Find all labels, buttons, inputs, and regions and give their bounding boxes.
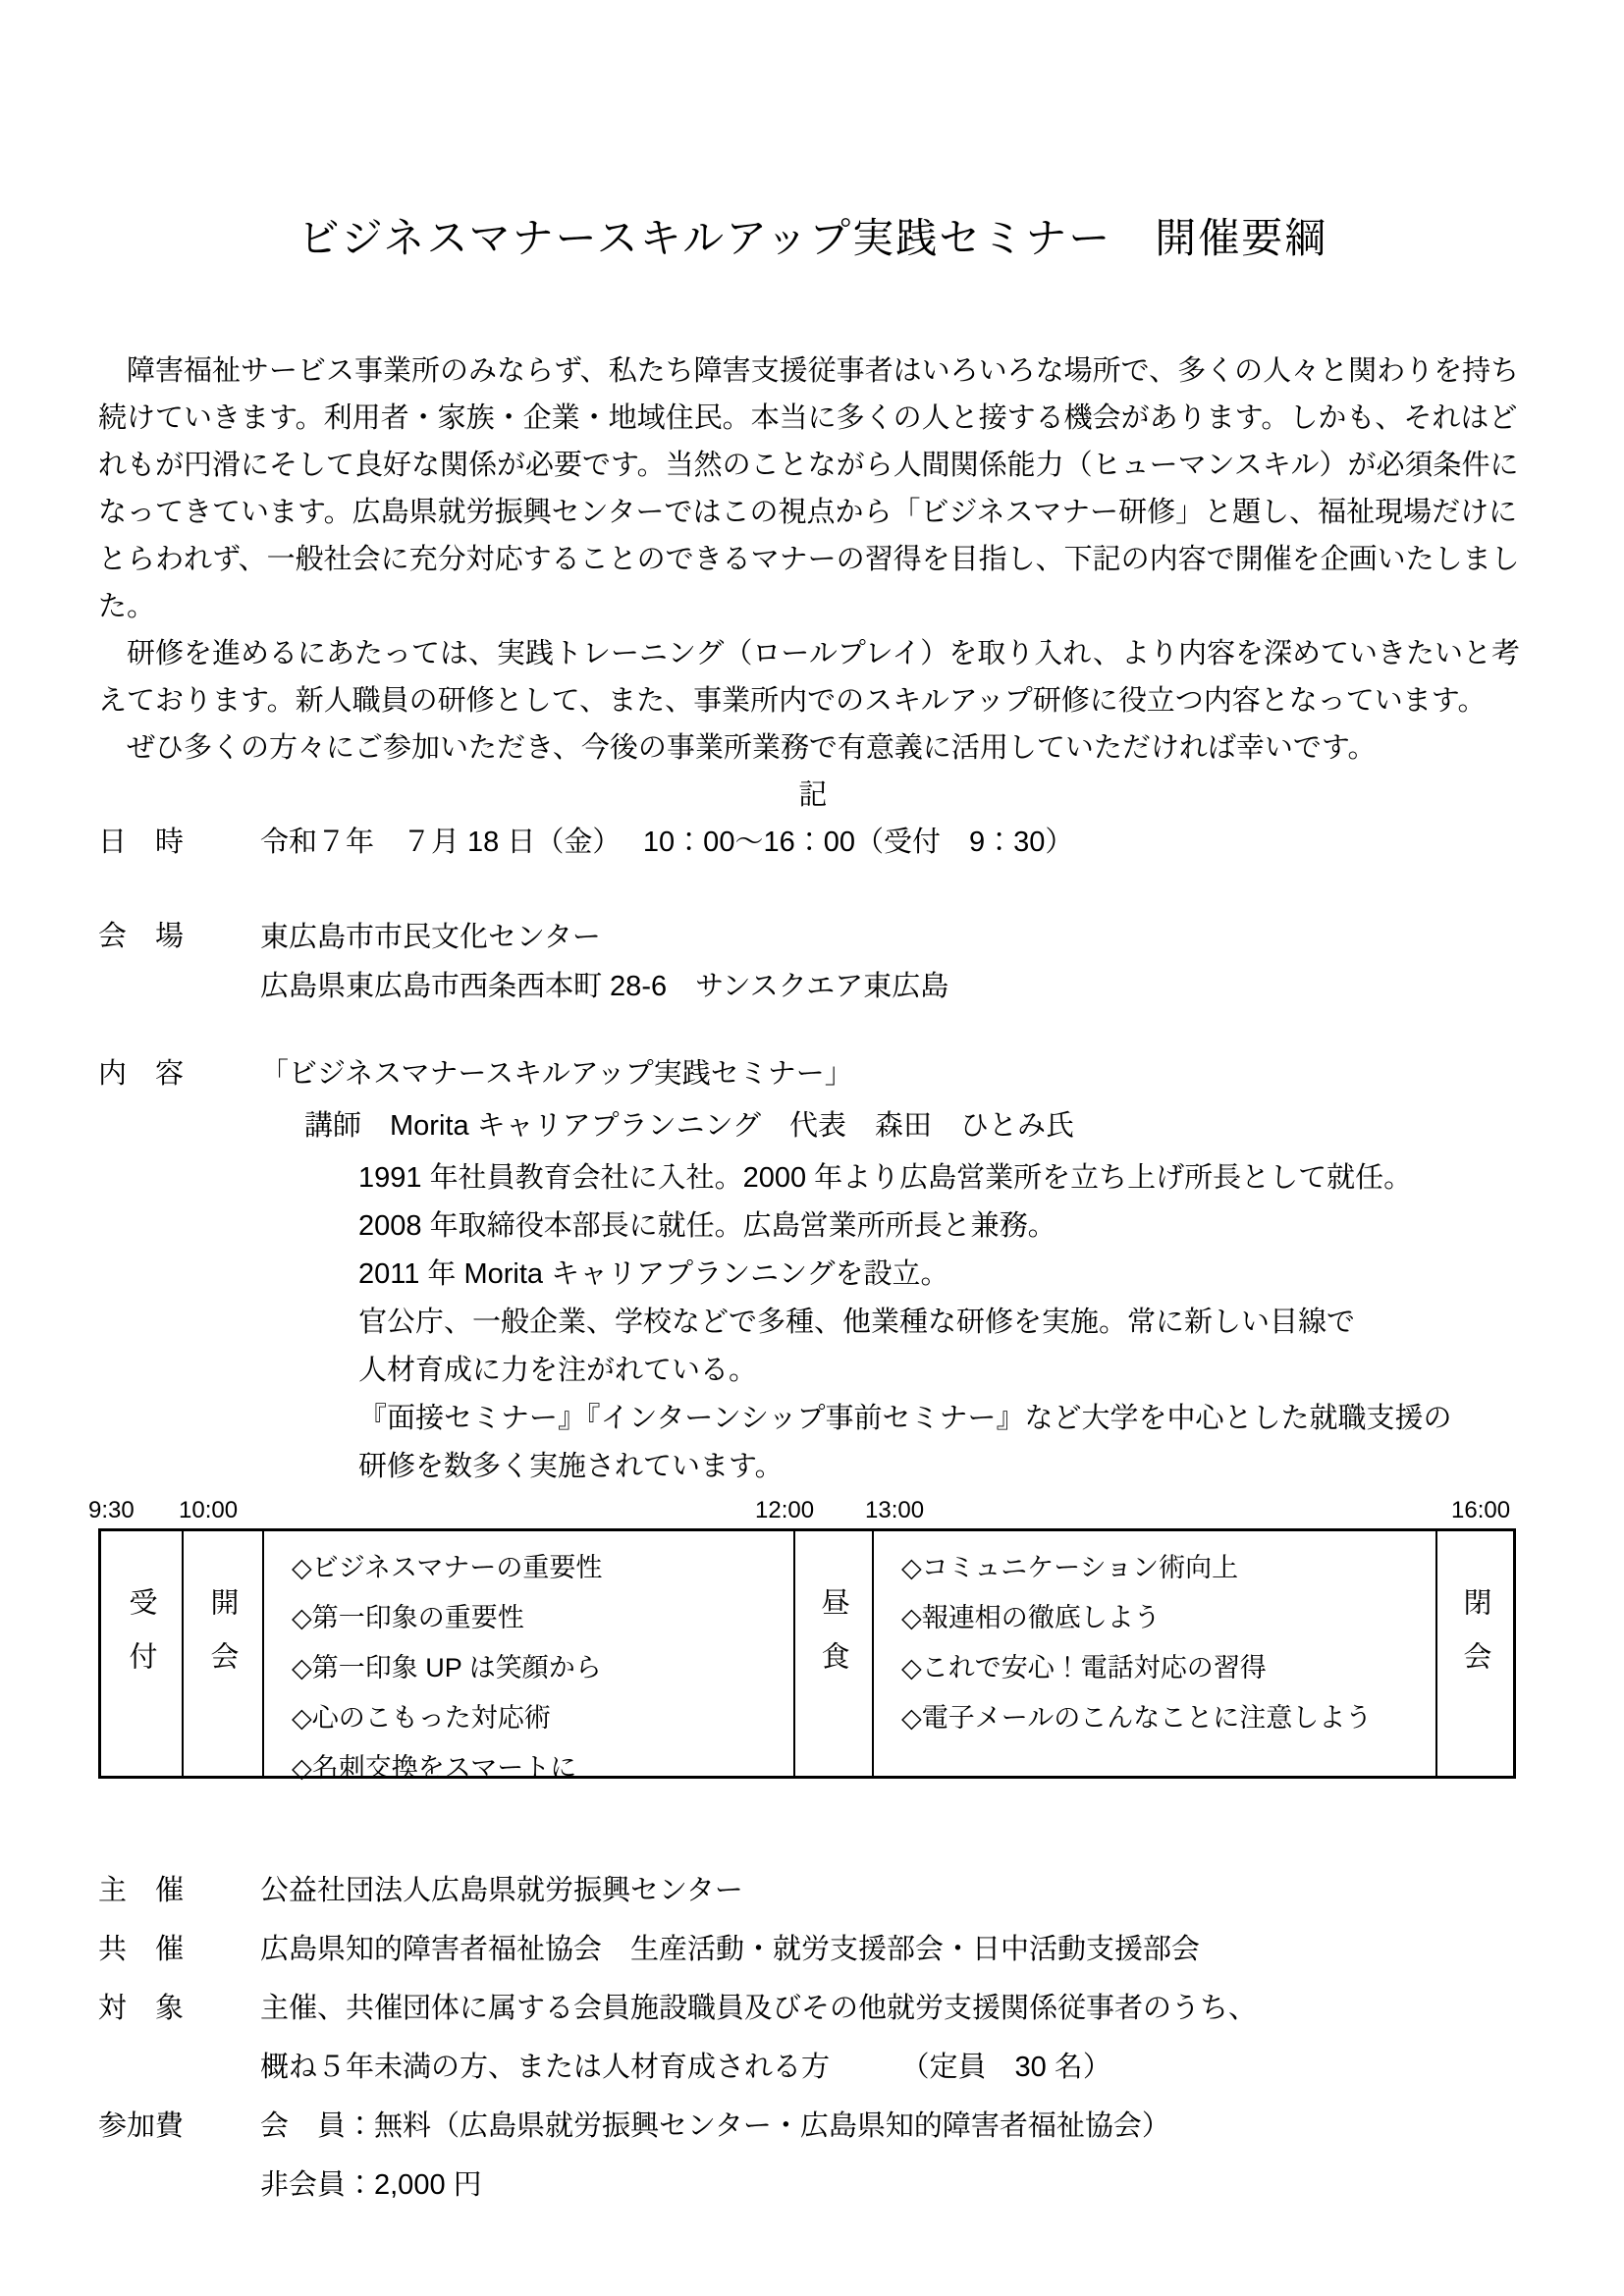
lecturer-line: 講師 Morita キャリアプランニング 代表 森田 ひとみ氏 [304,1110,1075,1142]
intro-paragraphs [98,347,1528,772]
reception-cell [101,1531,182,1776]
opening-cell [182,1531,262,1776]
intro-line: れもが円滑にそして良好な関係が必要です。当然のことながら人間関係能力（ヒューマンスキル）が必須条件に [98,450,1519,481]
intro-line: とらわれず、一般社会に充分対応することのできるマナーの習得を目指し、下記の内容で開催を企画いたしまし [98,544,1520,575]
closing-cell [1435,1531,1514,1776]
venue-label: 会 場 [98,921,185,952]
datetime-row [98,819,1528,866]
target-audience-label: 対 象 [98,1993,185,2024]
schedule-section [88,1497,1528,1783]
intro-line: えております。新人職員の研修として、また、事業所内でのスキルアップ研修に役立つ内容となっています。 [98,685,1487,717]
intro-line: 障害福祉サービス事業所のみならず、私たち障害支援従事者はいろいろな場所で、多くの人々と関わりを持ち [98,355,1520,387]
target-audience-line: 概ね５年未満の方、または人材育成される方 （定員 30 名） [260,2052,1111,2083]
organizer-row [98,1861,1528,1920]
profile-line: 1991 年社員教育会社に入社。2000 年より広島営業所を立ち上げ所長として就任。 [358,1162,1413,1194]
session-item: ◇心のこもった対応術 [292,1703,551,1733]
session-item: ◇第一印象の重要性 [292,1603,524,1632]
closing-label: 閉会 [1459,1586,1491,1695]
morning-session-cell [262,1531,793,1783]
session-item: ◇第一印象 UP は笑顔から [292,1653,602,1682]
schedule-time-ruler [88,1497,1528,1528]
intro-line: ぜひ多くの方々にご参加いただき、今後の事業所業務で有意義に活用していただければ幸いです。 [98,732,1377,764]
seminar-title-line: 「ビジネスマナースキルアップ実践セミナー」 [260,1058,853,1090]
fee-label: 参加費 [98,2110,185,2142]
time-label: 10:00 [179,1497,239,1523]
session-item: ◇電子メールのこんなことに注意しよう [901,1703,1373,1733]
fee-nonmember-line: 非会員：2,000 円 [260,2169,482,2201]
time-label: 16:00 [1451,1497,1511,1523]
lunch-cell [793,1531,872,1776]
organizer-value: 公益社団法人広島県就労振興センター [260,1875,743,1906]
venue-row [98,913,1528,1011]
session-item: ◇ビジネスマナーの重要性 [292,1553,603,1582]
profile-line: 研修を数多く実施されています。 [358,1451,784,1482]
fee-member-line: 会 員：無料（広島県就労振興センター・広島県知的障害者福祉協会） [260,2110,1170,2142]
page-title: ビジネスマナースキルアップ実践セミナー 開催要綱 [298,215,1328,261]
co-organizer-row [98,1920,1528,1979]
target-audience-row [98,1979,1528,2097]
intro-line: なってきています。広島県就労振興センターではこの視点から「ビジネスマナー研修」と題し、福祉現場だけに [98,497,1518,528]
intro-line: た。 [98,591,156,622]
schedule-table [98,1528,1516,1783]
lecturer-profile [358,1154,1528,1491]
time-label: 9:30 [88,1497,135,1523]
record-marker: 記 [798,779,828,811]
venue-name: 東広島市市民文化センター [260,922,601,953]
co-organizer-label: 共 催 [98,1934,185,1965]
organizer-label: 主 催 [98,1875,185,1906]
content-row [98,1050,1528,1491]
session-item: ◇報連相の徹底しよう [901,1603,1161,1632]
intro-line: 続けていきます。利用者・家族・企業・地域住民。本当に多くの人と接する機会があります。しかも、それはど [98,402,1518,434]
profile-line: 2008 年取締役本部長に就任。広島営業所所長と兼務。 [358,1210,1056,1242]
time-label: 13:00 [865,1497,925,1523]
afternoon-session-cell [872,1531,1435,1776]
co-organizer-value: 広島県知的障害者福祉協会 生産活動・就労支援部会・日中活動支援部会 [260,1934,1201,1965]
venue-address: 広島県東広島市西条西本町 28-6 サンスクエア東広島 [260,971,949,1002]
profile-line: 人材育成に力を注がれている。 [358,1355,758,1386]
intro-line: 研修を進めるにあたっては、実践トレーニング（ロールプレイ）を取り入れ、より内容を深めていきたいと考 [98,638,1520,669]
profile-line: 官公庁、一般企業、学校などで多種、他業種な研修を実施。常に新しい目線で [358,1307,1356,1338]
datetime-value: 令和７年 ７月 18 日（金） 10：00～16：00（受付 9：30） [260,827,1074,858]
session-item: ◇コミュニケーション術向上 [901,1553,1239,1582]
profile-line: 2011 年 Morita キャリアプランニングを設立。 [358,1258,949,1290]
session-item: ◇これで安心！電話対応の習得 [901,1653,1267,1682]
content-label: 内 容 [98,1058,185,1090]
fee-row [98,2097,1528,2215]
time-label: 12:00 [755,1497,815,1523]
datetime-label: 日 時 [98,827,185,858]
reception-label: 受付 [125,1586,157,1695]
session-item: ◇名刺交換をスマートに [292,1753,577,1783]
lunch-label: 昼食 [817,1586,849,1695]
footer-details [98,1861,1528,2215]
target-audience-line: 主催、共催団体に属する会員施設職員及びその他就労支援関係従事者のうち、 [260,1993,1258,2024]
profile-line: 『面接セミナー』『インターンシップ事前セミナー』など大学を中心とした就職支援の [358,1403,1452,1434]
opening-label: 開会 [206,1586,239,1695]
